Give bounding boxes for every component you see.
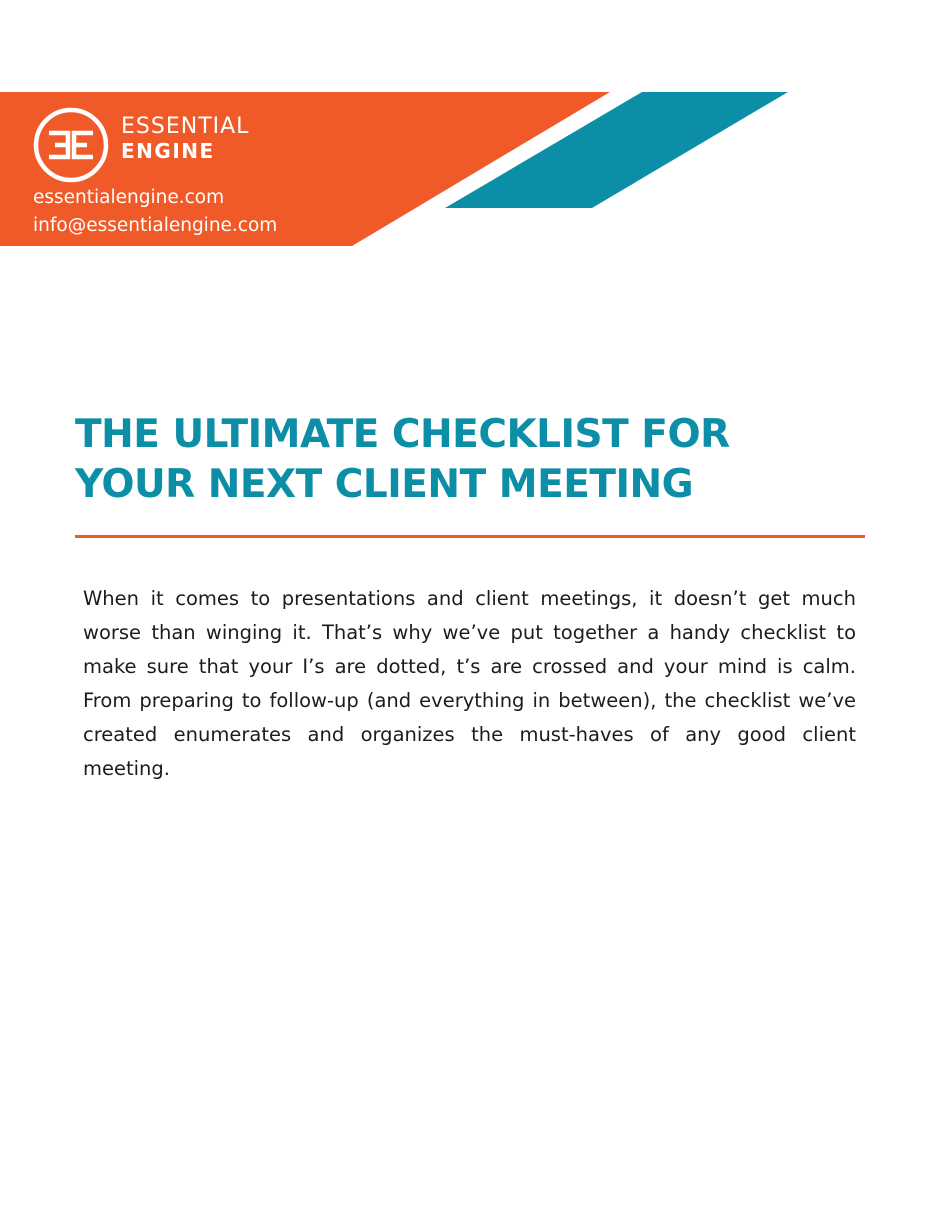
title-divider: [75, 535, 865, 538]
brand-name-line1: ESSENTIAL: [121, 114, 250, 139]
title-line-2: YOUR NEXT CLIENT MEETING: [75, 462, 694, 507]
brand-wordmark: [121, 116, 249, 161]
contact-info: [33, 184, 277, 240]
title-line-1: THE ULTIMATE CHECKLIST FOR: [75, 412, 730, 457]
intro-paragraph: When it comes to presentations and client meetings, it doesn’t get much worse than winging it. That’s why we’ve put together a handy checklist to make sure that your I’s are dotted, t’s are crossed and your mind is calm. From preparing to follow-up (and everything in between), the checklist we’ve created enumerates and organizes the must-haves of any good client meeting.: [83, 587, 856, 780]
page-title: [75, 410, 875, 510]
website-text: essentialengine.com: [33, 187, 225, 208]
brand-name-line2: ENGINE: [121, 139, 215, 163]
email-text: info@essentialengine.com: [33, 215, 278, 236]
essential-engine-monogram-icon: [32, 106, 110, 184]
